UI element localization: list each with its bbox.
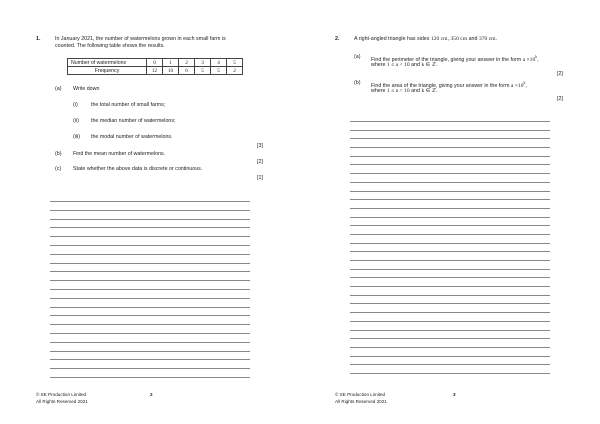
q2-part-a-label: (a)	[354, 54, 361, 60]
answer-line	[350, 130, 550, 131]
answer-line	[350, 243, 550, 244]
answer-line	[350, 321, 550, 322]
side-3: 370 cm	[478, 36, 496, 42]
footer-rights: All Rights Reserved 2021	[36, 399, 88, 404]
part-c-label: (c)	[55, 166, 62, 172]
q2-part-b-and: and	[411, 88, 420, 94]
q2-part-b-line2: where 1 ≤ a < 10 and k ∈ ℤ.	[371, 88, 438, 94]
answer-line	[350, 286, 550, 287]
q2-part-a-cond1: 1 ≤ a < 10	[386, 62, 410, 68]
answer-line	[350, 138, 550, 139]
part-c-text: State whether the above data is discrete or continuous.	[73, 166, 203, 172]
part-a-i-text: the total number of small farms;	[91, 102, 166, 108]
answer-line	[350, 277, 550, 278]
table-row-frequency	[68, 67, 243, 75]
answer-line	[350, 364, 550, 365]
question-1-intro-line2: counted. The following table shows the results.	[55, 43, 165, 49]
answer-line	[50, 271, 250, 272]
answer-line	[350, 269, 550, 270]
q2-part-b-cond2: k ∈ ℤ	[421, 88, 437, 94]
part-b-label: (b)	[55, 151, 62, 157]
q2-part-a-exp: k	[535, 55, 538, 59]
q2-part-b-cond1: 1 ≤ a < 10	[386, 88, 410, 94]
q2-part-b-text: Find the area of the triangle, giving your answer in the form	[371, 82, 510, 89]
question-2-text: A right-angled triangle has sides 120 cm, 350 cm and 370 cm.	[354, 36, 498, 42]
page-number: 2	[150, 392, 153, 397]
answer-line	[350, 173, 550, 174]
question-2-end: .	[495, 36, 498, 42]
answer-line	[50, 254, 250, 255]
q2-part-a-cond2: k ∈ ℤ	[421, 62, 437, 68]
answer-line	[50, 245, 250, 246]
footer-copyright: © SE Production Limited	[335, 392, 386, 397]
answer-line	[50, 359, 250, 360]
answer-line	[350, 373, 550, 374]
answer-line	[50, 324, 250, 325]
answer-line	[50, 280, 250, 281]
answer-line	[50, 227, 250, 228]
question-2-text-start: A right-angled triangle has sides	[354, 36, 430, 42]
answer-line	[50, 351, 250, 352]
answer-line	[350, 330, 550, 331]
answer-line	[350, 208, 550, 209]
q2-part-a-form: a ×10	[522, 56, 536, 63]
table-cell: 2	[179, 59, 195, 67]
part-a-iii-label: (iii)	[73, 134, 81, 140]
answer-line	[350, 147, 550, 148]
q2-part-b-form: a ×10	[510, 82, 524, 89]
answer-line	[50, 315, 250, 316]
answer-line	[50, 289, 250, 290]
table-header-watermelons: Number of watermelons	[68, 59, 147, 67]
table-cell: 5	[227, 59, 243, 67]
answer-line	[50, 342, 250, 343]
part-a-iii-text: the modal number of watermelons.	[91, 134, 173, 140]
table-cell: 5	[195, 67, 211, 75]
question-2-connector: and	[468, 36, 478, 42]
table-cell: 1	[163, 59, 179, 67]
footer-rights: All Rights Reserved 2021	[335, 399, 387, 404]
answer-line	[350, 356, 550, 357]
right-page	[300, 0, 600, 424]
q2-part-b-mark: [2]	[557, 96, 563, 102]
answer-line	[350, 164, 550, 165]
q2-part-a-text: Find the perimeter of the triangle, giving your answer in the form	[371, 56, 522, 63]
answer-line	[350, 312, 550, 313]
answer-line	[50, 368, 250, 369]
part-a-text: Write down	[73, 86, 100, 92]
answer-line	[350, 338, 550, 339]
answer-line	[50, 219, 250, 220]
table-cell: 6	[179, 67, 195, 75]
q2-part-a-where: where	[371, 62, 386, 68]
q2-part-a-mark: [2]	[557, 71, 563, 77]
answer-lines-left	[50, 201, 250, 378]
part-a-i-label: (i)	[73, 102, 78, 108]
table-row-watermelons	[68, 59, 243, 67]
answer-line	[350, 295, 550, 296]
part-a-mark: [3]	[257, 143, 263, 149]
part-b-mark: [2]	[257, 159, 263, 165]
footer-copyright: © SE Production Limited	[36, 392, 87, 397]
answer-line	[350, 217, 550, 218]
answer-line	[350, 234, 550, 235]
answer-line	[50, 263, 250, 264]
answer-line	[350, 182, 550, 183]
answer-line	[50, 307, 250, 308]
answer-lines-right	[350, 121, 550, 374]
answer-line	[350, 191, 550, 192]
part-a-ii-label: (ii)	[73, 118, 79, 124]
q2-part-a-line1: Find the perimeter of the triangle, giving your answer in the form $a \times 10^k$,	[371, 55, 539, 63]
answer-line	[50, 298, 250, 299]
answer-line	[350, 225, 550, 226]
table-cell: 2	[227, 67, 243, 75]
answer-line	[50, 210, 250, 211]
answer-line	[350, 260, 550, 261]
q2-part-b-line1: Find the area of the triangle, giving your answer in the form $a \times 10^k$,	[371, 81, 527, 89]
answer-line	[350, 303, 550, 304]
q2-part-b-exp: k	[523, 81, 526, 85]
question-1-number: 1.	[36, 36, 41, 42]
answer-line	[50, 377, 250, 378]
part-a-label: (a)	[55, 86, 62, 92]
side-1: 120 cm	[430, 36, 448, 42]
answer-line	[350, 199, 550, 200]
watermelon-frequency-table	[67, 58, 243, 75]
answer-line	[350, 347, 550, 348]
part-a-ii-text: the median number of watermelons;	[91, 118, 176, 124]
question-2-number: 2.	[335, 36, 340, 42]
table-header-frequency: Frequency	[68, 67, 147, 75]
answer-line	[350, 156, 550, 157]
q2-part-a-and: and	[411, 62, 420, 68]
table-cell: 5	[211, 67, 227, 75]
q2-part-b-label: (b)	[354, 80, 361, 86]
answer-line	[50, 201, 250, 202]
table-cell: 12	[147, 67, 163, 75]
part-c-mark: [1]	[257, 175, 263, 181]
table-cell: 0	[147, 59, 163, 67]
side-2: 350 cm	[450, 36, 468, 42]
q2-part-b-where: where	[371, 88, 386, 94]
table-cell: 4	[211, 59, 227, 67]
answer-line	[50, 236, 250, 237]
q2-part-a-line2: where 1 ≤ a < 10 and k ∈ ℤ.	[371, 62, 438, 68]
page-number: 3	[453, 392, 456, 397]
table-cell: 3	[195, 59, 211, 67]
answer-line	[50, 333, 250, 334]
question-1-intro-line1: In January 2021, the number of watermelons grown in each small farm is	[55, 36, 226, 42]
answer-line	[350, 121, 550, 122]
part-b-text: Find the mean number of watermelons.	[73, 151, 166, 157]
answer-line	[350, 251, 550, 252]
table-cell: 10	[163, 67, 179, 75]
